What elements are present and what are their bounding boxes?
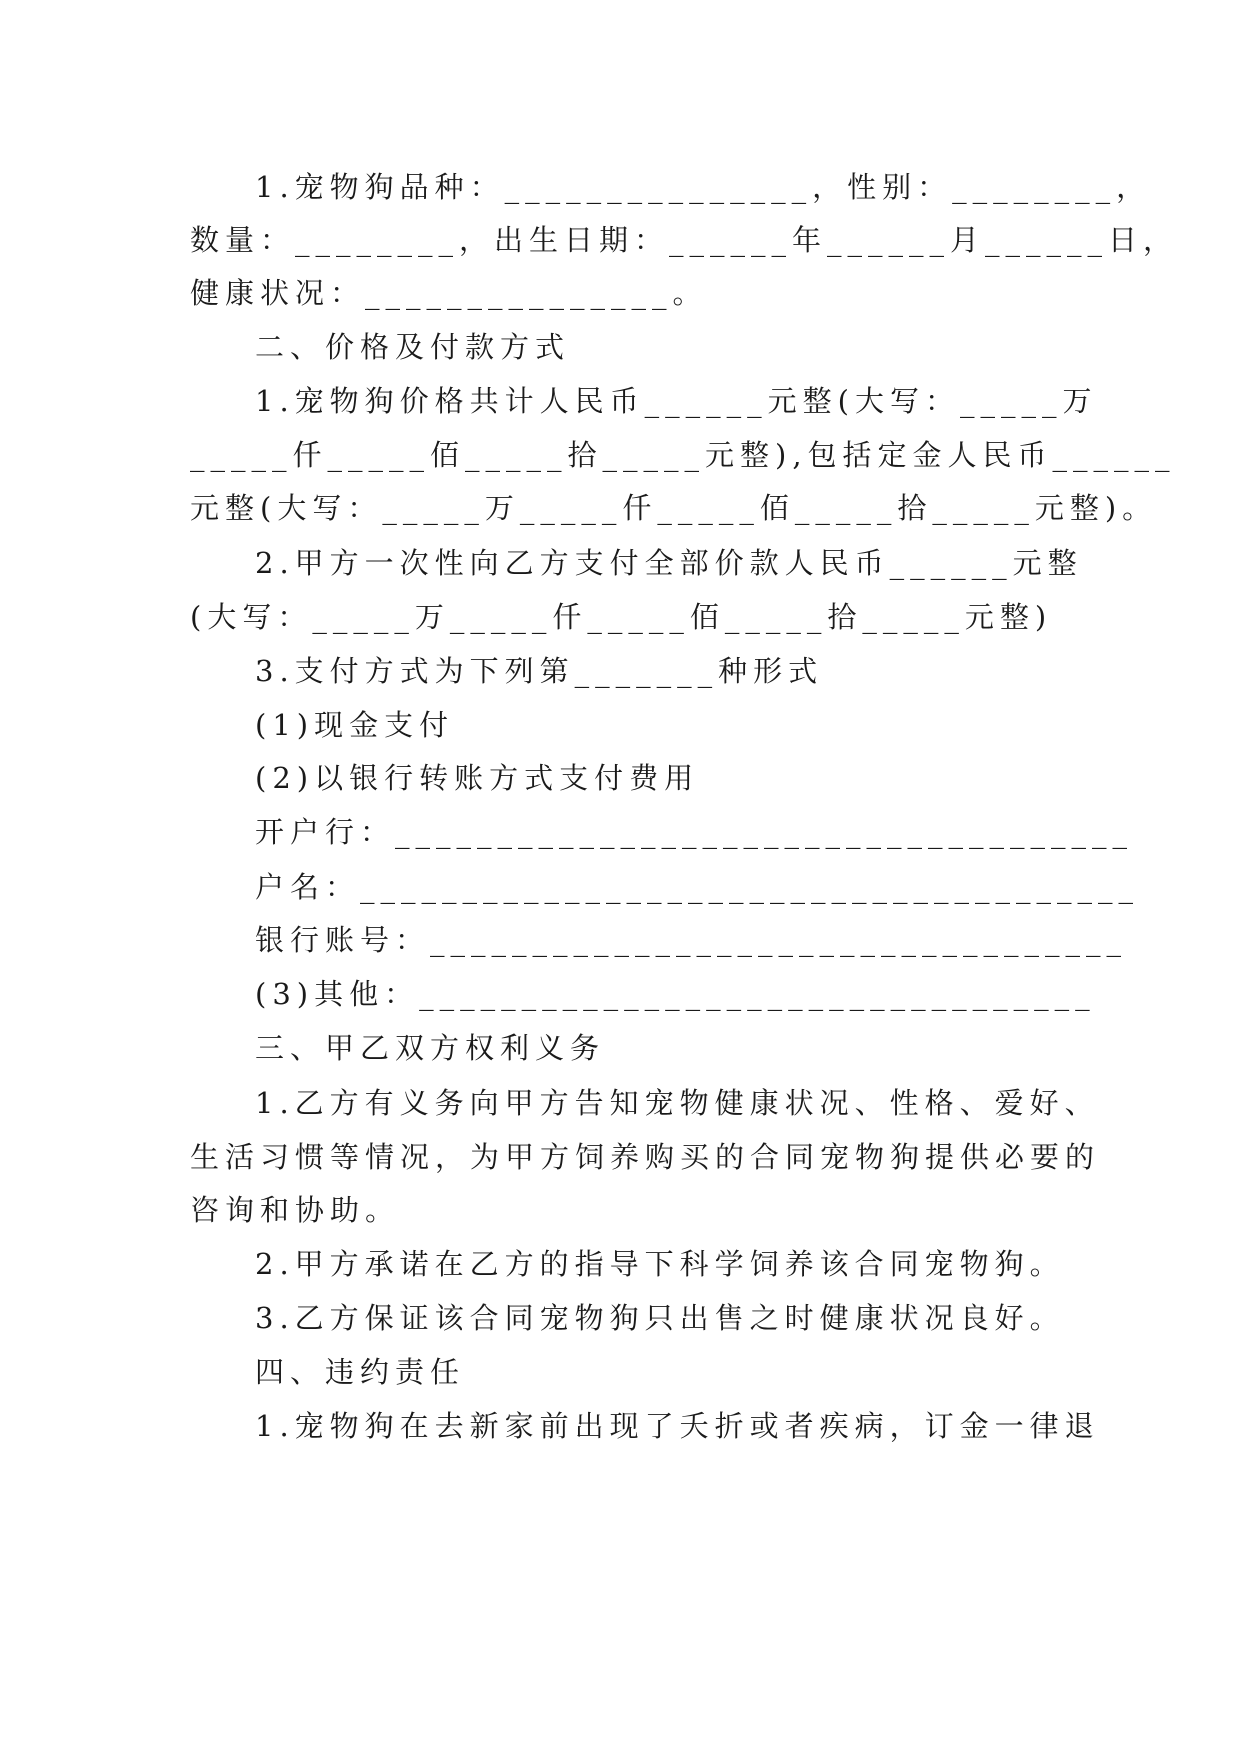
text-line: 咨询和协助。 [190, 1193, 401, 1227]
text-line: 1.乙方有义务向甲方告知宠物健康状况、性格、爱好、 [255, 1086, 1100, 1120]
section-heading: 二、价格及付款方式 [255, 330, 571, 364]
section-heading: 四、违约责任 [255, 1355, 466, 1389]
text-line: 2.甲方承诺在乙方的指导下科学饲养该合同宠物狗。 [255, 1247, 1065, 1281]
text-line: 3.支付方式为下列第_______种形式 [255, 654, 824, 688]
other-field: (3)其他：_________________________________ [255, 977, 1096, 1011]
text-line: 数量：________，出生日期：______年______月______日， [190, 223, 1179, 257]
text-line: (1)现金支付 [255, 708, 455, 742]
account-number-field: 银行账号：__________________________________ [255, 923, 1128, 957]
text-line: 1.宠物狗价格共计人民币______元整(大写：_____万 [255, 384, 1098, 418]
text-line: 1.宠物狗品种：_______________，性别：________， [255, 170, 1152, 204]
text-line: (大写：_____万_____仟_____佰_____拾_____元整) [190, 600, 1053, 634]
account-name-field: 户名：______________________________________ [255, 870, 1140, 904]
text-line: 2.甲方一次性向乙方支付全部价款人民币______元整 [255, 546, 1083, 580]
section-heading: 三、甲乙双方权利义务 [255, 1031, 606, 1065]
text-line: 健康状况：_______________。 [190, 276, 708, 310]
text-line: 元整(大写：_____万_____仟_____佰_____拾_____元整)。 [190, 491, 1158, 525]
text-line: (2)以银行转账方式支付费用 [255, 761, 700, 795]
text-line: 3.乙方保证该合同宠物狗只出售之时健康状况良好。 [255, 1301, 1065, 1335]
text-line: _____仟_____佰_____拾_____元整),包括定金人民币______ [190, 438, 1176, 472]
text-line: 生活习惯等情况，为甲方饲养购买的合同宠物狗提供必要的 [190, 1140, 1101, 1174]
text-line: 1.宠物狗在去新家前出现了夭折或者疾病，订金一律退 [255, 1409, 1100, 1443]
bank-field: 开户行：____________________________________ [255, 815, 1134, 849]
